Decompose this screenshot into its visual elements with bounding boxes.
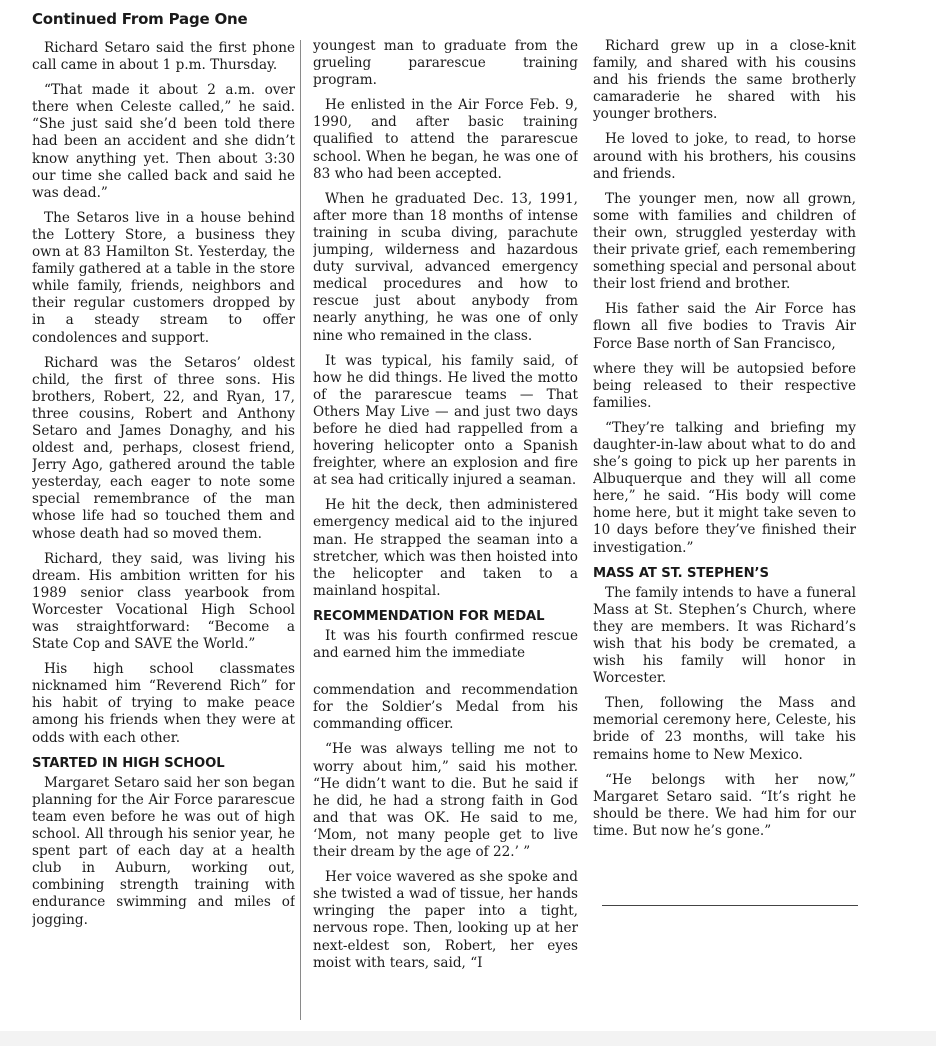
- article-column-1: [32, 40, 295, 1030]
- paragraph: Richard Setaro said the first phone call came in about 1 p.m. Thursday.: [32, 40, 295, 74]
- paragraph: “He belongs with her now,” Margaret Setaro said. “It’s right he should be there. We had him for our time. But now he’s gone.”: [593, 771, 856, 839]
- paragraph: Then, following the Mass and memorial ceremony here, Celeste, his bride of 23 months, will take his remains home to New Mexico.: [593, 695, 856, 763]
- paragraph: Richard was the Setaros’ oldest child, the first of three sons. His brothers, Robert, 22, and Ryan, 17, three cousins, Robert and Anthony Setaro and James Donaghy, and his oldest and, perhaps, closest friend, Jerry Ago, gathered around the table yesterday, each eager to note some special remembrance of the man whose life had so touched them and whose death had so moved them.: [32, 354, 295, 542]
- subheading: RECOMMENDATION FOR MEDAL: [313, 608, 545, 624]
- paragraph: “He was always telling me not to worry about him,” said his mother. “He didn’t want to die. But he said if he did, he had a strong faith in God and that was OK. He said to me, ‘Mom, not many people get to live their dream by the age of 22.’ ”: [313, 741, 578, 861]
- paragraph: He hit the deck, then administered emergency medical aid to the injured man. He strapped the seaman into a stretcher, which was then hoisted into the helicopter and taken to a mainland hospital.: [313, 497, 578, 599]
- paragraph: He loved to joke, to read, to horse around with his brothers, his cousins and friends.: [593, 131, 856, 182]
- end-of-article-rule: [602, 905, 858, 906]
- column-rule: [300, 40, 301, 1020]
- paragraph: Margaret Setaro said her son began planning for the Air Force pararescue team even before he was out of high school. All through his senior year, he spent part of each day at a health club in Auburn, working out, combining strength training with endurance swimming and miles of jogging.: [32, 774, 295, 928]
- paragraph: where they will be autopsied before being released to their respective families.: [593, 360, 856, 411]
- subheading: STARTED IN HIGH SCHOOL: [32, 755, 225, 771]
- article-column-2: [313, 38, 578, 1030]
- paragraph: His father said the Air Force has flown all five bodies to Travis Air Force Base north of San Francisco,: [593, 301, 856, 352]
- paragraph: It was his fourth confirmed rescue and earned him the immediate: [313, 628, 578, 662]
- paragraph: The Setaros live in a house behind the Lottery Store, a business they own at 83 Hamilton St. Yesterday, the family gathered at a table in the store while family, friends, neighbors and their regular customers dropped by in a steady stream to offer condolences and support.: [32, 209, 295, 346]
- paragraph: commendation and recommendation for the Soldier’s Medal from his commanding officer.: [313, 682, 578, 733]
- column-break: [313, 670, 578, 682]
- paragraph: “That made it about 2 a.m. over there when Celeste called,” he said. “She just said she’d been told there had been an accident and she didn’t know anything yet. Then about 3:30 our time she called back and said he was dead.”: [32, 82, 295, 201]
- paragraph: youngest man to graduate from the grueling pararescue training program.: [313, 38, 578, 89]
- paragraph: “They’re talking and briefing my daughter-in-law about what to do and she’s going to pick up her parents in Albuquerque and they will all come here,” he said. “His body will come home here, but it might take seven to 10 days before they’ve finished their investigation.”: [593, 419, 856, 556]
- scan-bottom-edge: [0, 1031, 936, 1046]
- paragraph: When he graduated Dec. 13, 1991, after more than 18 months of intense training in scuba diving, parachute jumping, wilderness and hazardous duty survival, advanced emergency medical procedures and how to rescue just about anybody from nearly anything, he was one of only nine who remained in the class.: [313, 190, 578, 344]
- paragraph: Richard, they said, was living his dream. His ambition written for his 1989 senior class yearbook from Worcester Vocational High School was straightforward: “Become a State Cop and SAVE the World.”: [32, 550, 295, 653]
- paragraph: The family intends to have a funeral Mass at St. Stephen’s Church, where they are members. It was Richard’s wish that his body be cremated, a wish his family will honor in Worcester.: [593, 584, 856, 687]
- article-column-3: [593, 38, 856, 898]
- paragraph: Her voice wavered as she spoke and she twisted a wad of tissue, her hands wringing the paper into a tight, nervous rope. Then, looking up at her next-eldest son, Robert, her eyes moist with tears, said, “I: [313, 869, 578, 971]
- subheading: MASS AT ST. STEPHEN’S: [593, 565, 769, 581]
- paragraph: His high school classmates nicknamed him “Reverend Rich” for his habit of trying to make peace among his friends when they were at odds with each other.: [32, 661, 295, 746]
- paragraph: The younger men, now all grown, some with families and children of their own, struggled yesterday with their private grief, each remembering something special and personal about their lost friend and brother.: [593, 190, 856, 293]
- continued-label: Continued From Page One: [32, 10, 248, 28]
- paragraph: Richard grew up in a close-knit family, and shared with his cousins and his friends the same brotherly camaraderie he shared with his younger brothers.: [593, 38, 856, 123]
- paragraph: It was typical, his family said, of how he did things. He lived the motto of the pararescue teams — That Others May Live — and just two days before he died had rappelled from a hovering helicopter onto a Spanish freighter, where an explosion and fire at sea had critically injured a seaman.: [313, 352, 578, 489]
- paragraph: He enlisted in the Air Force Feb. 9, 1990, and after basic training qualified to attend the pararescue school. When he began, he was one of 83 who had been accepted.: [313, 97, 578, 182]
